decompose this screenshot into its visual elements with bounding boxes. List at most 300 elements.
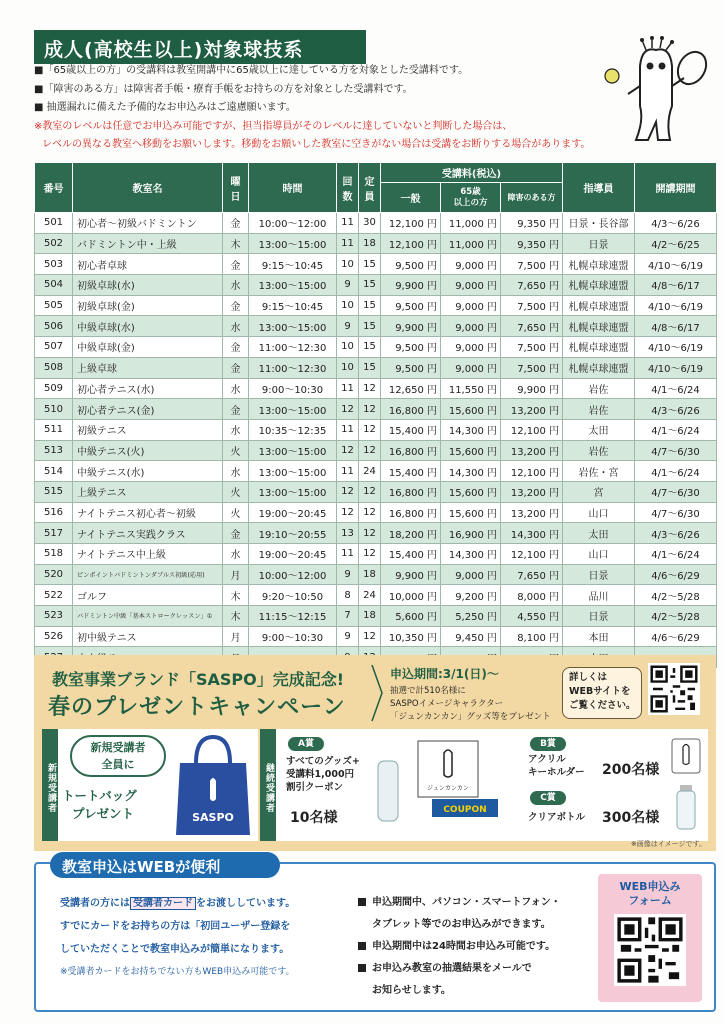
cell-capacity: 18 bbox=[359, 606, 381, 627]
cell-no: 503 bbox=[35, 254, 73, 275]
header-disabled: 障害のある方 bbox=[501, 183, 563, 213]
web-form-qr-code[interactable] bbox=[614, 914, 686, 986]
cell-name: 上級卓球 bbox=[73, 357, 223, 378]
cell-count: 9 bbox=[337, 564, 359, 585]
cell-name: 中級テニス(水) bbox=[73, 461, 223, 482]
cell-day: 水 bbox=[223, 378, 249, 399]
cell-instructor: 日景・長谷部 bbox=[563, 213, 635, 234]
cell-no: 508 bbox=[35, 357, 73, 378]
cell-instructor: 岩佐 bbox=[563, 378, 635, 399]
cell-general-fee: 9,500 円 bbox=[381, 337, 441, 358]
web-form-qr-label: WEB申込み フォーム bbox=[619, 880, 681, 907]
cell-time: 13:00～15:00 bbox=[249, 275, 337, 296]
cell-time: 11:00～12:30 bbox=[249, 357, 337, 378]
note-senior: ■「65歳以上の方」の受講料は教室開講中に65歳以上に達している方を対象とした受講料です。 bbox=[34, 65, 469, 76]
table-row bbox=[35, 585, 717, 606]
cell-no: 526 bbox=[35, 626, 73, 647]
cell-senior-fee: 14,300 円 bbox=[441, 419, 501, 440]
web-benefits: 申込期間中、パソコン・スマートフォン・ タブレット等でのお申込みができます。 申込期間中は24時間お申込み可能です。 お申込み教室の抽選結果をメールで お知らせします。 bbox=[358, 892, 594, 1002]
cell-general-fee: 10,000 円 bbox=[381, 585, 441, 606]
cell-day: 金 bbox=[223, 213, 249, 234]
cell-day: 金 bbox=[223, 295, 249, 316]
cell-day: 金 bbox=[223, 337, 249, 358]
cell-disabled-fee: 7,500 円 bbox=[501, 295, 563, 316]
cell-instructor: 札幌卓球連盟 bbox=[563, 337, 635, 358]
cell-capacity: 15 bbox=[359, 357, 381, 378]
cell-disabled-fee: 8,000 円 bbox=[501, 585, 563, 606]
cell-day: 火 bbox=[223, 502, 249, 523]
cell-count: 12 bbox=[337, 440, 359, 461]
cell-no: 506 bbox=[35, 316, 73, 337]
cell-count: 10 bbox=[337, 357, 359, 378]
cell-capacity: 12 bbox=[359, 523, 381, 544]
award-c-text: クリアボトル bbox=[528, 812, 586, 823]
cell-capacity: 12 bbox=[359, 544, 381, 565]
cell-instructor: 岩佐 bbox=[563, 399, 635, 420]
campaign-headline: 教室事業ブランド「SASPO」完成記念! bbox=[52, 670, 345, 689]
header-name: 教室名 bbox=[73, 163, 223, 213]
cell-senior-fee: 14,300 円 bbox=[441, 461, 501, 482]
table-row bbox=[35, 523, 717, 544]
cell-disabled-fee: 14,300 円 bbox=[501, 523, 563, 544]
cell-capacity: 12 bbox=[359, 378, 381, 399]
cell-count: 11 bbox=[337, 233, 359, 254]
cell-count: 9 bbox=[337, 275, 359, 296]
campaign-title: 春のプレゼントキャンペーン bbox=[48, 695, 346, 720]
campaign-qr-code[interactable] bbox=[648, 663, 700, 715]
cell-name: バドミントン中・上級 bbox=[73, 233, 223, 254]
cell-period: 4/3～6/26 bbox=[635, 523, 717, 544]
cell-capacity: 12 bbox=[359, 440, 381, 461]
cell-general-fee: 9,500 円 bbox=[381, 254, 441, 275]
cell-day: 金 bbox=[223, 254, 249, 275]
cell-count: 10 bbox=[337, 337, 359, 358]
cell-disabled-fee: 9,350 円 bbox=[501, 213, 563, 234]
tennis-mascot-illustration bbox=[600, 36, 708, 148]
cell-day: 水 bbox=[223, 275, 249, 296]
cell-period: 4/10～6/19 bbox=[635, 337, 717, 358]
cell-capacity: 24 bbox=[359, 461, 381, 482]
new-participant-panel bbox=[42, 729, 258, 841]
cell-day: 火 bbox=[223, 481, 249, 502]
web-application-section bbox=[34, 858, 716, 1012]
cell-name: 初中級テニス bbox=[73, 626, 223, 647]
cell-period: 4/7～6/30 bbox=[635, 440, 717, 461]
cell-senior-fee: 9,000 円 bbox=[441, 275, 501, 296]
cell-disabled-fee: 9,900 円 bbox=[501, 378, 563, 399]
cell-senior-fee: 15,600 円 bbox=[441, 440, 501, 461]
campaign-period: 申込期間:3/1(日)～ bbox=[390, 667, 499, 681]
cell-no: 509 bbox=[35, 378, 73, 399]
cell-period: 4/8～6/17 bbox=[635, 316, 717, 337]
cell-instructor: 札幌卓球連盟 bbox=[563, 254, 635, 275]
cell-count: 12 bbox=[337, 481, 359, 502]
warning-line-2: レベルの異なる教室へ移動をお願いします。移動をお願いした教室に空きがない場合は受講をお断りする場合があります。 bbox=[42, 139, 591, 150]
continuing-participant-panel bbox=[260, 729, 708, 841]
cell-count: 11 bbox=[337, 213, 359, 234]
header-instructor: 指導員 bbox=[563, 163, 635, 213]
cell-general-fee: 12,100 円 bbox=[381, 233, 441, 254]
cell-general-fee: 18,200 円 bbox=[381, 523, 441, 544]
cell-count: 10 bbox=[337, 295, 359, 316]
cell-name: 初級卓球(水) bbox=[73, 275, 223, 296]
cell-general-fee: 9,900 円 bbox=[381, 316, 441, 337]
cell-senior-fee: 9,000 円 bbox=[441, 337, 501, 358]
header-no: 番号 bbox=[35, 163, 73, 213]
cell-day: 金 bbox=[223, 399, 249, 420]
cell-senior-fee: 9,450 円 bbox=[441, 626, 501, 647]
award-a-text: すべてのグッズ+ 受講料1,000円 割引クーポン bbox=[286, 756, 360, 793]
web-card-info: 受講者の方には 受講者カード をお渡ししています。 すでにカードをお持ちの方は「初回ユーザー登録を していただくことで教室申込みが簡単になります。 ※受講者カードをお持ちでない方もWEB申込み可能です。 bbox=[60, 898, 296, 977]
cell-general-fee: 16,800 円 bbox=[381, 440, 441, 461]
table-row bbox=[35, 275, 717, 296]
cell-instructor: 太田 bbox=[563, 419, 635, 440]
table-row bbox=[35, 337, 717, 358]
cell-name: ナイトテニス初心者～初級 bbox=[73, 502, 223, 523]
cell-instructor: 札幌卓球連盟 bbox=[563, 357, 635, 378]
cell-senior-fee: 15,600 円 bbox=[441, 481, 501, 502]
cell-count: 11 bbox=[337, 461, 359, 482]
cell-no: 514 bbox=[35, 461, 73, 482]
cell-period: 4/3～6/26 bbox=[635, 399, 717, 420]
cell-name: 初心者卓球 bbox=[73, 254, 223, 275]
cell-instructor: 日景 bbox=[563, 606, 635, 627]
cell-name: バドミントン中級「基本ストロークレッスン」① bbox=[73, 606, 223, 627]
header-count: 回 数 bbox=[337, 163, 359, 213]
cell-disabled-fee: 13,200 円 bbox=[501, 440, 563, 461]
cell-capacity: 30 bbox=[359, 213, 381, 234]
cell-general-fee: 16,800 円 bbox=[381, 399, 441, 420]
cell-name: 初級テニス bbox=[73, 419, 223, 440]
cell-time: 10:00～12:00 bbox=[249, 564, 337, 585]
cell-day: 水 bbox=[223, 316, 249, 337]
cell-day: 水 bbox=[223, 461, 249, 482]
cell-period: 4/2～6/25 bbox=[635, 233, 717, 254]
cell-general-fee: 16,800 円 bbox=[381, 481, 441, 502]
cell-time: 19:00～20:45 bbox=[249, 502, 337, 523]
web-form-qr-panel bbox=[598, 874, 702, 1002]
cell-instructor: 日景 bbox=[563, 564, 635, 585]
table-row bbox=[35, 378, 717, 399]
cell-capacity: 12 bbox=[359, 481, 381, 502]
cell-time: 9:00～10:30 bbox=[249, 626, 337, 647]
warning-line-1: ※教室のレベルは任意でお申込み可能ですが、担当指導員がそのレベルに達していないと判断した場合は、 bbox=[34, 120, 513, 132]
cell-no: 507 bbox=[35, 337, 73, 358]
award-b-text: アクリル キーホルダー bbox=[528, 754, 585, 778]
cell-count: 9 bbox=[337, 316, 359, 337]
cell-time: 11:15～12:15 bbox=[249, 606, 337, 627]
cell-no: 523 bbox=[35, 606, 73, 627]
cell-general-fee: 9,900 円 bbox=[381, 564, 441, 585]
cell-count: 9 bbox=[337, 626, 359, 647]
cell-day: 月 bbox=[223, 626, 249, 647]
cell-period: 4/2～5/28 bbox=[635, 606, 717, 627]
cell-general-fee: 12,100 円 bbox=[381, 213, 441, 234]
clear-bottle-image bbox=[674, 783, 698, 831]
cell-name: ナイトテニス実践クラス bbox=[73, 523, 223, 544]
cell-no: 517 bbox=[35, 523, 73, 544]
award-b-count: 200名様 bbox=[602, 762, 660, 778]
cell-name: 上級テニス bbox=[73, 481, 223, 502]
chevron-divider-icon bbox=[370, 663, 384, 723]
table-row bbox=[35, 544, 717, 565]
cell-disabled-fee: 8,100 円 bbox=[501, 626, 563, 647]
cell-name: 中級テニス(火) bbox=[73, 440, 223, 461]
cell-count: 12 bbox=[337, 502, 359, 523]
cell-disabled-fee: 7,650 円 bbox=[501, 564, 563, 585]
header-general: 一般 bbox=[381, 183, 441, 213]
table-row bbox=[35, 440, 717, 461]
cell-general-fee: 16,800 円 bbox=[381, 502, 441, 523]
cell-day: 木 bbox=[223, 585, 249, 606]
cell-senior-fee: 14,300 円 bbox=[441, 544, 501, 565]
header-senior: 65歳 以上の方 bbox=[441, 183, 501, 213]
bullet-square-icon bbox=[358, 964, 366, 972]
cell-period: 4/8～6/17 bbox=[635, 275, 717, 296]
header-period: 開講期間 bbox=[635, 163, 717, 213]
cell-general-fee: 9,500 円 bbox=[381, 295, 441, 316]
table-row bbox=[35, 564, 717, 585]
cell-count: 11 bbox=[337, 419, 359, 440]
tote-bag-brand: SASPO bbox=[192, 811, 234, 824]
header-day: 曜 日 bbox=[223, 163, 249, 213]
cell-instructor: 山口 bbox=[563, 502, 635, 523]
cell-count: 8 bbox=[337, 585, 359, 606]
header-capacity: 定 員 bbox=[359, 163, 381, 213]
cell-disabled-fee: 7,500 円 bbox=[501, 357, 563, 378]
cell-no: 516 bbox=[35, 502, 73, 523]
table-row bbox=[35, 419, 717, 440]
cell-time: 13:00～15:00 bbox=[249, 233, 337, 254]
cell-disabled-fee: 7,650 円 bbox=[501, 275, 563, 296]
course-table bbox=[34, 162, 717, 668]
cell-day: 金 bbox=[223, 357, 249, 378]
cell-name: 初心者テニス(水) bbox=[73, 378, 223, 399]
table-row bbox=[35, 233, 717, 254]
cell-instructor: 太田 bbox=[563, 523, 635, 544]
cell-instructor: 岩佐・宮 bbox=[563, 461, 635, 482]
table-row bbox=[35, 626, 717, 647]
course-table-wrapper bbox=[34, 162, 716, 668]
cell-period: 4/1～6/24 bbox=[635, 378, 717, 399]
cell-period: 4/2～5/28 bbox=[635, 585, 717, 606]
cell-period: 4/6～6/29 bbox=[635, 626, 717, 647]
bullet-square-icon bbox=[358, 898, 366, 906]
cell-senior-fee: 9,000 円 bbox=[441, 357, 501, 378]
cell-period: 4/10～6/19 bbox=[635, 254, 717, 275]
cell-name: 中級卓球(金) bbox=[73, 337, 223, 358]
new-participant-label: 新規受講者 bbox=[42, 729, 58, 841]
spring-campaign bbox=[34, 655, 716, 851]
cell-senior-fee: 5,250 円 bbox=[441, 606, 501, 627]
cell-name: ゴルフ bbox=[73, 585, 223, 606]
cell-general-fee: 9,900 円 bbox=[381, 275, 441, 296]
cell-no: 502 bbox=[35, 233, 73, 254]
card-highlight: 受講者カード bbox=[130, 897, 196, 910]
cell-period: 4/1～6/24 bbox=[635, 544, 717, 565]
cell-time: 10:00～12:00 bbox=[249, 213, 337, 234]
cell-time: 9:15～10:45 bbox=[249, 254, 337, 275]
cell-time: 9:00～10:30 bbox=[249, 378, 337, 399]
image-note: ※画像はイメージです。 bbox=[630, 840, 706, 848]
cell-capacity: 24 bbox=[359, 585, 381, 606]
cell-general-fee: 15,400 円 bbox=[381, 544, 441, 565]
note-disabled: ■「障害のある方」は障害者手帳・療育手帳をお持ちの方を対象とした受講料です。 bbox=[34, 83, 413, 95]
cell-disabled-fee: 13,200 円 bbox=[501, 502, 563, 523]
cell-name: 初心者～初級バドミントン bbox=[73, 213, 223, 234]
cell-senior-fee: 9,200 円 bbox=[441, 585, 501, 606]
cell-count: 13 bbox=[337, 523, 359, 544]
cell-senior-fee: 9,000 円 bbox=[441, 254, 501, 275]
cell-capacity: 15 bbox=[359, 275, 381, 296]
cell-capacity: 12 bbox=[359, 399, 381, 420]
cell-count: 11 bbox=[337, 378, 359, 399]
table-row bbox=[35, 399, 717, 420]
cell-time: 9:15～10:45 bbox=[249, 295, 337, 316]
cell-senior-fee: 11,550 円 bbox=[441, 378, 501, 399]
cell-disabled-fee: 7,500 円 bbox=[501, 337, 563, 358]
cell-time: 13:00～15:00 bbox=[249, 461, 337, 482]
cell-capacity: 12 bbox=[359, 502, 381, 523]
web-section-title: 教室申込はWEBが便利 bbox=[50, 852, 280, 878]
cell-no: 518 bbox=[35, 544, 73, 565]
cell-day: 木 bbox=[223, 606, 249, 627]
award-c-badge: C賞 bbox=[530, 791, 566, 805]
cell-capacity: 15 bbox=[359, 316, 381, 337]
award-a-count: 10名様 bbox=[290, 810, 338, 826]
cell-period: 4/6～6/29 bbox=[635, 564, 717, 585]
cell-time: 13:00～15:00 bbox=[249, 481, 337, 502]
intro-notes bbox=[34, 62, 606, 155]
cell-senior-fee: 9,000 円 bbox=[441, 564, 501, 585]
table-row bbox=[35, 461, 717, 482]
cell-day: 水 bbox=[223, 419, 249, 440]
cell-senior-fee: 9,000 円 bbox=[441, 316, 501, 337]
new-participant-bubble: 新規受講者 全員に bbox=[70, 735, 166, 777]
cell-time: 13:00～15:00 bbox=[249, 440, 337, 461]
cell-general-fee: 15,400 円 bbox=[381, 461, 441, 482]
cell-general-fee: 15,400 円 bbox=[381, 419, 441, 440]
cell-senior-fee: 11,000 円 bbox=[441, 213, 501, 234]
cell-period: 4/7～6/30 bbox=[635, 502, 717, 523]
cell-no: 510 bbox=[35, 399, 73, 420]
tote-bag-present: トートバッグ プレゼント bbox=[62, 788, 137, 821]
cell-capacity: 15 bbox=[359, 295, 381, 316]
cell-name: ピンポイントバドミントンダブルス初級(応用) bbox=[73, 564, 223, 585]
cell-instructor: 札幌卓球連盟 bbox=[563, 295, 635, 316]
cell-name: 中級卓球(水) bbox=[73, 316, 223, 337]
cell-no: 511 bbox=[35, 419, 73, 440]
cell-general-fee: 12,650 円 bbox=[381, 378, 441, 399]
cell-general-fee: 5,600 円 bbox=[381, 606, 441, 627]
cell-instructor: 札幌卓球連盟 bbox=[563, 275, 635, 296]
cell-count: 7 bbox=[337, 606, 359, 627]
cell-period: 4/1～6/24 bbox=[635, 461, 717, 482]
cell-count: 10 bbox=[337, 254, 359, 275]
cell-period: 4/1～6/24 bbox=[635, 419, 717, 440]
award-c-count: 300名様 bbox=[602, 810, 660, 826]
cell-capacity: 12 bbox=[359, 419, 381, 440]
cell-senior-fee: 9,000 円 bbox=[441, 295, 501, 316]
cell-day: 金 bbox=[223, 523, 249, 544]
cell-count: 12 bbox=[337, 399, 359, 420]
table-row bbox=[35, 213, 717, 234]
cell-time: 13:00～15:00 bbox=[249, 399, 337, 420]
cell-disabled-fee: 12,100 円 bbox=[501, 544, 563, 565]
cell-time: 19:10～20:55 bbox=[249, 523, 337, 544]
cell-day: 木 bbox=[223, 233, 249, 254]
cell-name: 初級卓球(金) bbox=[73, 295, 223, 316]
cell-time: 13:00～15:00 bbox=[249, 316, 337, 337]
cell-general-fee: 9,500 円 bbox=[381, 357, 441, 378]
cell-day: 火 bbox=[223, 440, 249, 461]
cell-capacity: 12 bbox=[359, 626, 381, 647]
cell-period: 4/10～6/19 bbox=[635, 357, 717, 378]
cell-time: 19:00～20:45 bbox=[249, 544, 337, 565]
cell-time: 9:20～10:50 bbox=[249, 585, 337, 606]
cell-no: 504 bbox=[35, 275, 73, 296]
cell-no: 515 bbox=[35, 481, 73, 502]
header-fee: 受講料(税込) bbox=[381, 163, 563, 183]
cell-no: 501 bbox=[35, 213, 73, 234]
cell-instructor: 岩佐 bbox=[563, 440, 635, 461]
cell-disabled-fee: 4,550 円 bbox=[501, 606, 563, 627]
cell-instructor: 本田 bbox=[563, 626, 635, 647]
award-a-badge: A賞 bbox=[288, 737, 324, 751]
cell-no: 520 bbox=[35, 564, 73, 585]
cell-instructor: 品川 bbox=[563, 585, 635, 606]
cell-name: 初心者テニス(金) bbox=[73, 399, 223, 420]
character-label: ジュンカンカン bbox=[427, 785, 469, 792]
campaign-lottery: 抽選で計510名様に SASPOイメージキャラクター 「ジュンカンカン」グッズ等をプレゼント bbox=[390, 686, 551, 722]
bullet-square-icon bbox=[358, 942, 366, 950]
cell-capacity: 18 bbox=[359, 233, 381, 254]
table-row bbox=[35, 481, 717, 502]
header-time: 時間 bbox=[249, 163, 337, 213]
cell-period: 4/7～6/30 bbox=[635, 481, 717, 502]
cell-day: 月 bbox=[223, 564, 249, 585]
cell-period: 4/10～6/19 bbox=[635, 295, 717, 316]
cell-count: 11 bbox=[337, 544, 359, 565]
cell-capacity: 15 bbox=[359, 254, 381, 275]
cell-capacity: 15 bbox=[359, 337, 381, 358]
table-row bbox=[35, 502, 717, 523]
cell-senior-fee: 15,600 円 bbox=[441, 502, 501, 523]
cell-no: 522 bbox=[35, 585, 73, 606]
coupon-label: COUPON bbox=[443, 805, 487, 815]
table-row bbox=[35, 357, 717, 378]
cell-disabled-fee: 7,650 円 bbox=[501, 316, 563, 337]
cell-name: ナイトテニス中上級 bbox=[73, 544, 223, 565]
cell-capacity: 18 bbox=[359, 564, 381, 585]
cell-senior-fee: 16,900 円 bbox=[441, 523, 501, 544]
page-title: 成人(高校生以上)対象球技系 bbox=[34, 30, 366, 64]
cell-general-fee: 10,350 円 bbox=[381, 626, 441, 647]
cell-instructor: 山口 bbox=[563, 544, 635, 565]
cell-no: 513 bbox=[35, 440, 73, 461]
cell-disabled-fee: 7,500 円 bbox=[501, 254, 563, 275]
award-a-goods-image bbox=[372, 735, 508, 835]
table-row bbox=[35, 316, 717, 337]
cell-time: 10:35～12:35 bbox=[249, 419, 337, 440]
course-table-body bbox=[35, 213, 717, 668]
cell-senior-fee: 11,000 円 bbox=[441, 233, 501, 254]
award-b-badge: B賞 bbox=[530, 737, 566, 751]
tote-bag-image bbox=[174, 733, 252, 837]
table-row bbox=[35, 295, 717, 316]
cell-disabled-fee: 9,350 円 bbox=[501, 233, 563, 254]
campaign-details-box: 詳しくは WEBサイトを ご覧ください。 bbox=[562, 667, 642, 719]
